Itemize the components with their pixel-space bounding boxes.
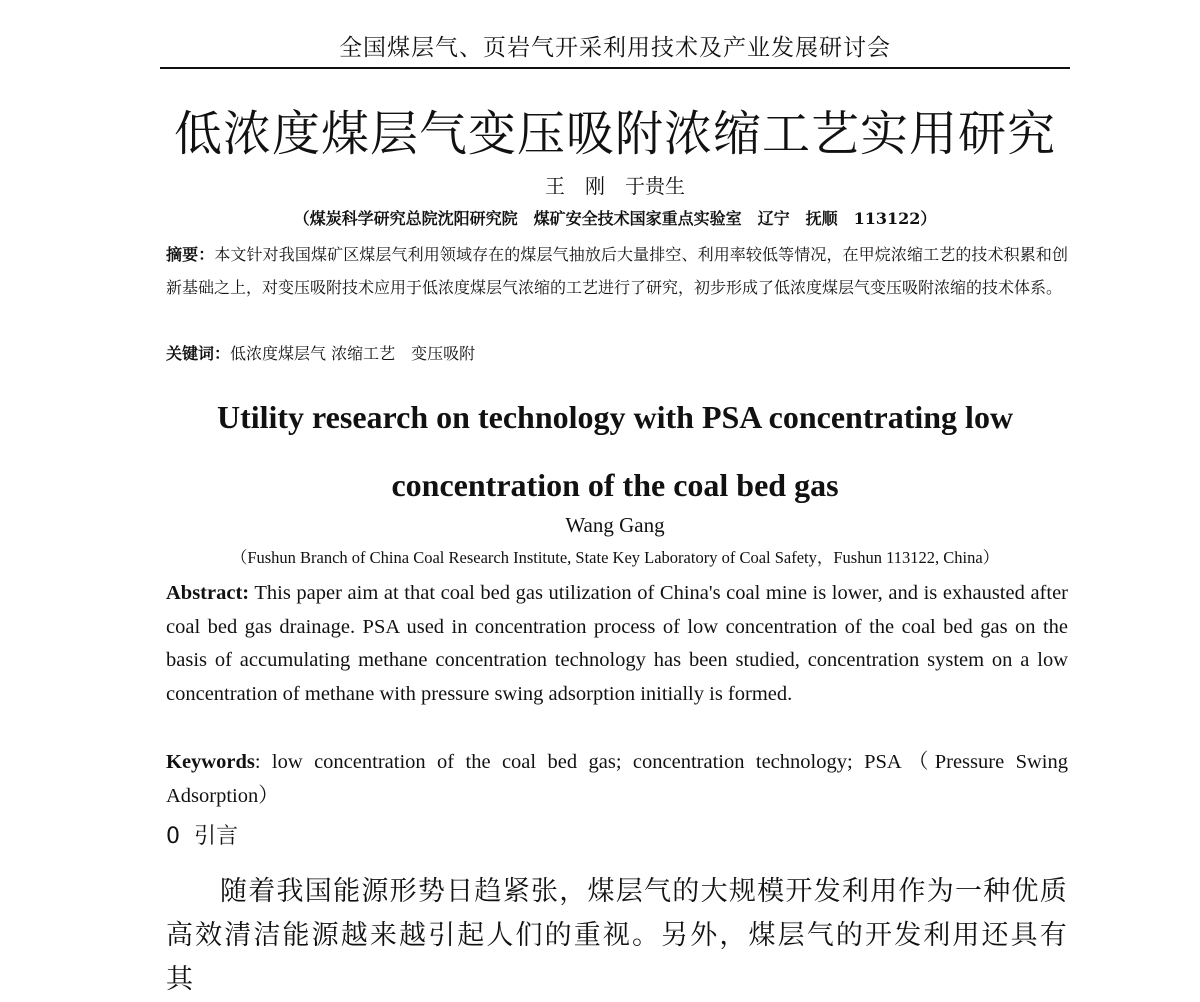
chinese-abstract-text: 本文针对我国煤矿区煤层气利用领域存在的煤层气抽放后大量排空、利用率较低等情况，在甲烷浓缩工艺的技术积累和创新基础之上，对变压吸附技术应用于低浓度煤层气浓缩的工艺进行了研究，初步形成了低浓度煤层气变压吸附浓缩的技术体系。 bbox=[166, 245, 1068, 297]
chinese-keywords bbox=[166, 340, 1068, 368]
chinese-affiliation: （煤炭科学研究总院沈阳研究院 煤矿安全技术国家重点实验室 辽宁 抚顺 113122） bbox=[293, 209, 937, 228]
english-abstract-text: This paper aim at that coal bed gas utilization of China's coal mine is lower, and is exhausted after coal bed gas drainage. PSA used in concentration process of low concentration of the coal bed gas on the basis of accumulating methane concentration technology has been studied, concentration system on a low concentration of methane with pressure swing adsorption initially is formed. bbox=[166, 582, 1068, 705]
english-keywords-label: Keywords bbox=[166, 751, 255, 773]
header-rule bbox=[160, 67, 1070, 69]
english-keywords bbox=[166, 746, 1068, 813]
chinese-abstract-label: 摘要： bbox=[166, 245, 215, 264]
english-abstract bbox=[166, 577, 1068, 711]
english-affiliation: （Fushun Branch of China Coal Research Institute, State Key Laboratory of Coal Safety，Fushun 113122, China） bbox=[230, 548, 1000, 567]
chinese-title: 低浓度煤层气变压吸附浓缩工艺实用研究 bbox=[173, 106, 1056, 162]
chinese-authors: 王 刚 于贵生 bbox=[545, 174, 685, 198]
english-keywords-text: : low concentration of the coal bed gas; concentration technology; PSA（Pressure Swing Adsorption） bbox=[166, 751, 1068, 807]
english-author: Wang Gang bbox=[565, 513, 665, 537]
section-heading-introduction: 0 引言 bbox=[166, 824, 238, 849]
chinese-keywords-text: 低浓度煤层气 浓缩工艺 变压吸附 bbox=[230, 344, 476, 363]
introduction-paragraph: 随着我国能源形势日趋紧张，煤层气的大规模开发利用作为一种优质高效清洁能源越来越引起人们的重视。另外，煤层气的开发利用还具有其 bbox=[166, 876, 1068, 995]
english-abstract-label: Abstract: bbox=[166, 582, 250, 604]
running-header: 全国煤层气、页岩气开采利用技术及产业发展研讨会 bbox=[339, 35, 891, 61]
chinese-keywords-label: 关键词： bbox=[166, 344, 231, 363]
english-title: Utility research on technology with PSA concentrating low concentration of the coal bed gas bbox=[216, 399, 1014, 503]
chinese-abstract bbox=[166, 238, 1068, 304]
